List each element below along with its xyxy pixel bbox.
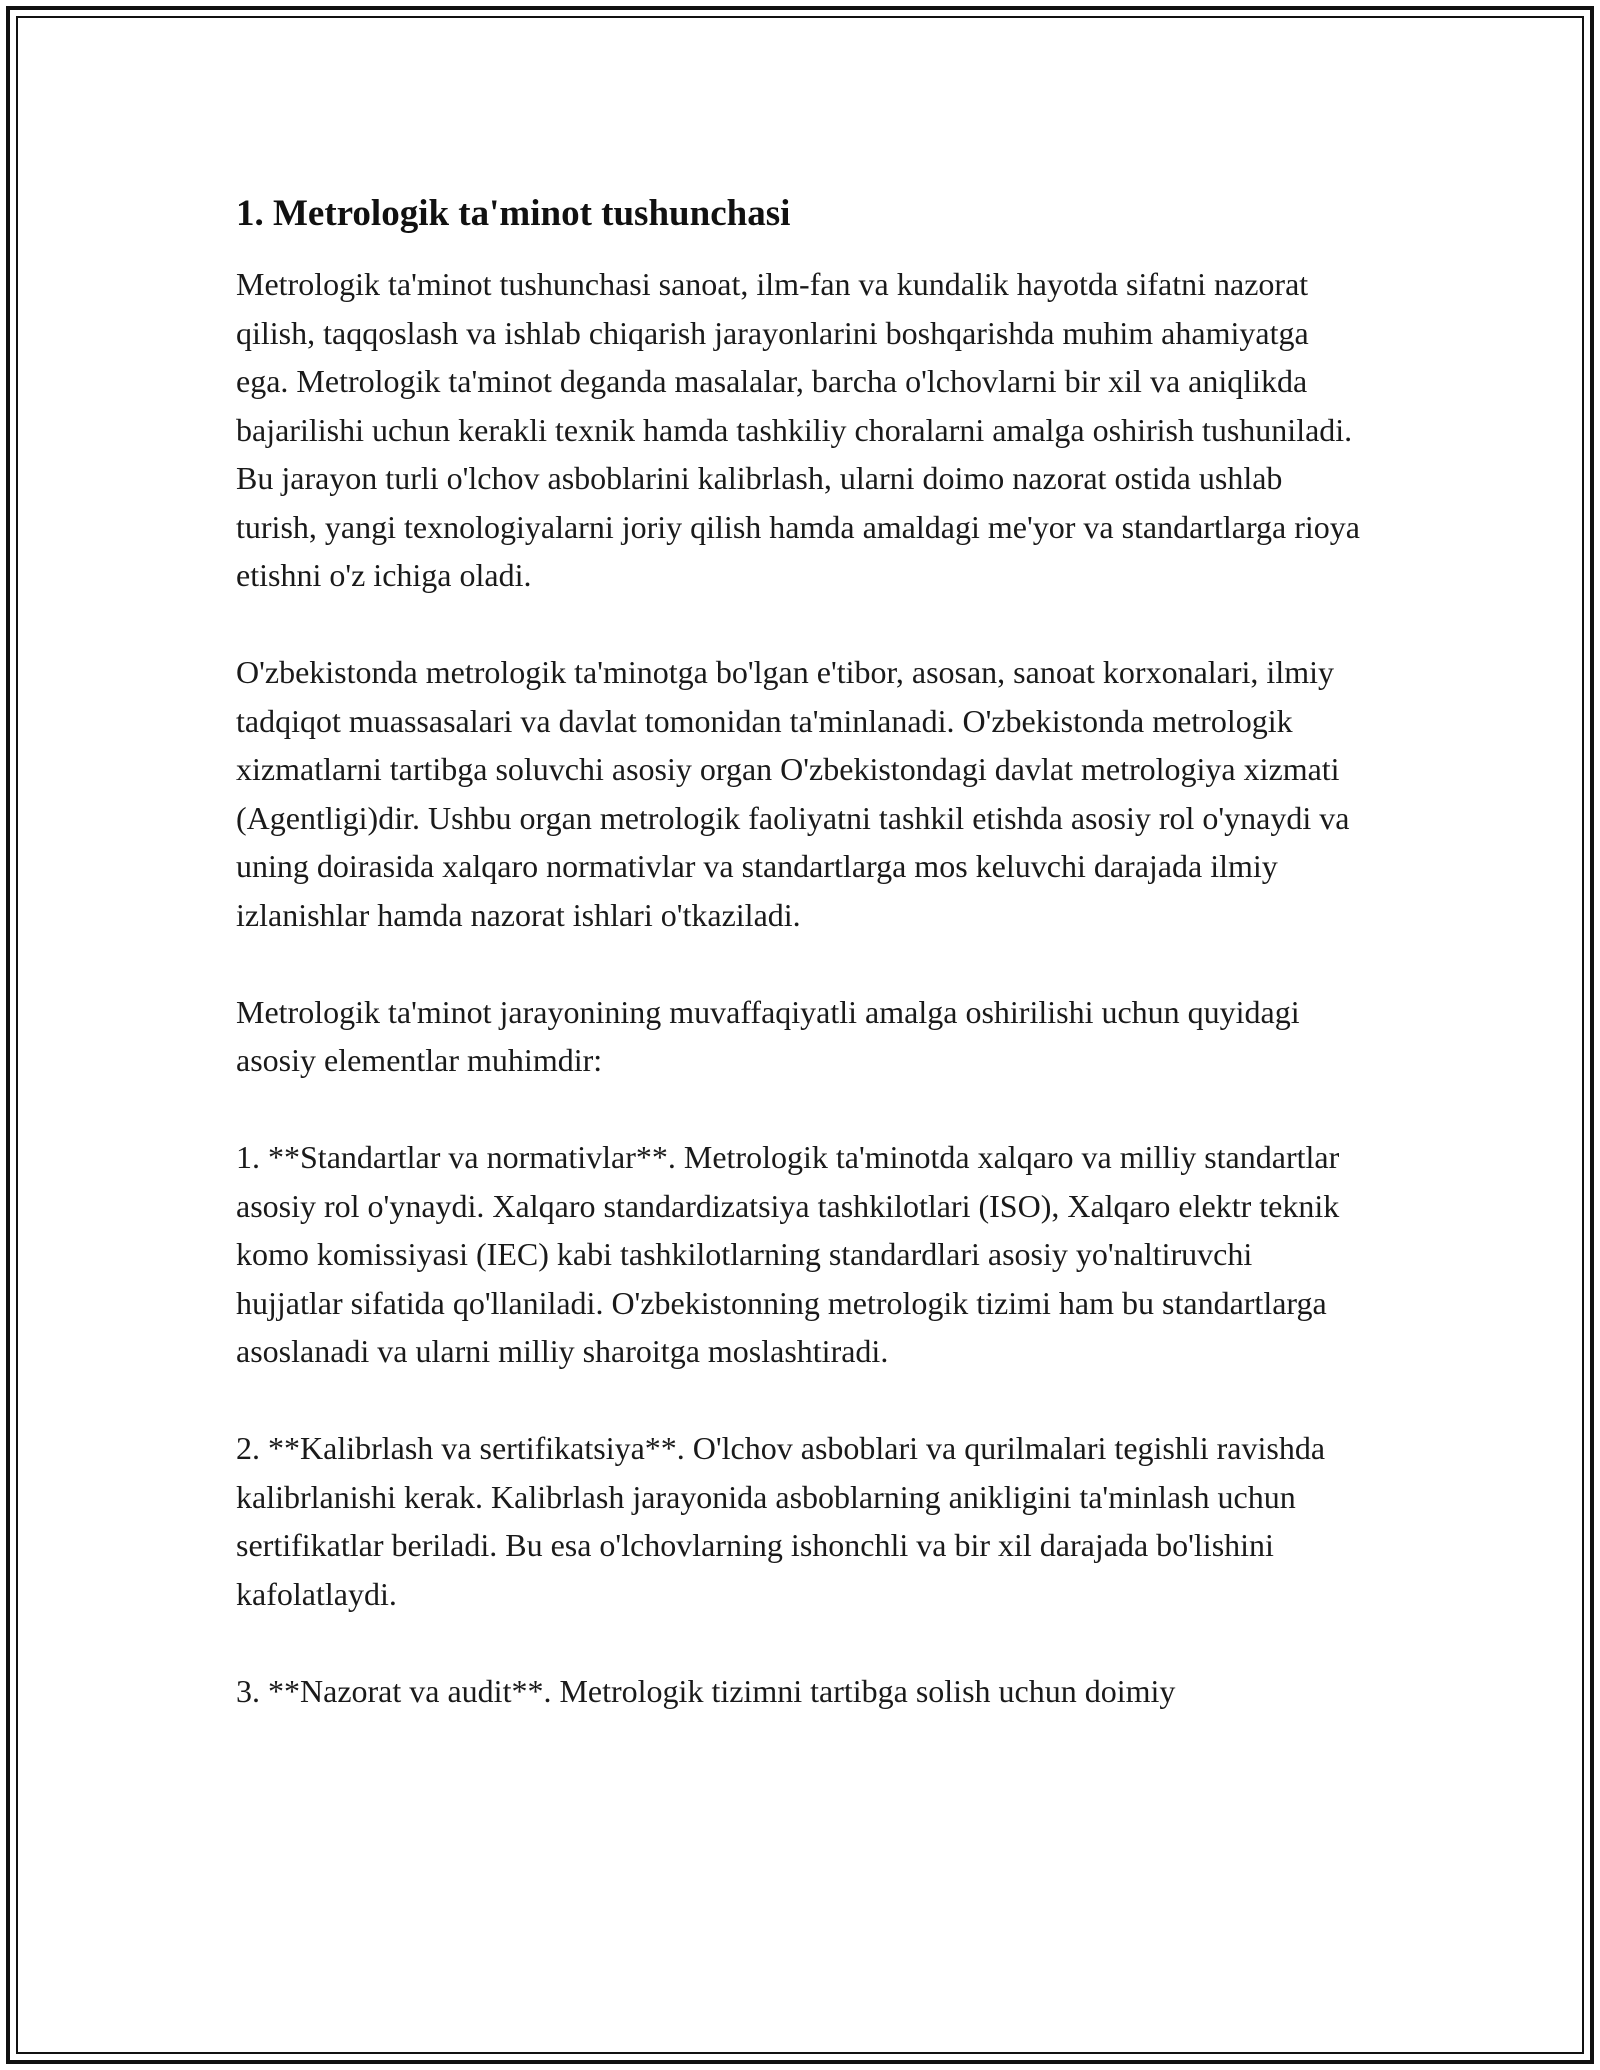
section-heading: 1. Metrologik ta'minot tushunchasi [236,193,791,234]
document-body [236,188,1366,1764]
paragraph-item-standards: 1. **Standartlar va normativlar**. Metrologik ta'minotda xalqaro va milliy standartlar asosiy rol o'ynaydi. Xalqaro standardizatsiya tashkilotlari (ISO), Xalqaro elektr teknik komo komissiyasi (IEC) kabi tashkilotlarning standardlari asosiy yo'naltiruvchi hujjatlar sifatida qo'llaniladi. O'zbekistonning metrologik tizimi ham bu standartlarga asoslanadi va ularni milliy sharoitga moslashtiradi. [236,1139,1340,1369]
paragraph-item-control: 3. **Nazorat va audit**. Metrologik tizimni tartibga solish uchun doimiy [236,1672,1176,1709]
paragraph-item-calibration: 2. **Kalibrlash va sertifikatsiya**. O'lchov asboblari va qurilmalari tegishli ravishda kalibrlanishi kerak. Kalibrlash jarayonida asboblarning anikligini ta'minlash uchun sertifikatlar beriladi. Bu esa o'lchovlarning ishonchli va bir xil darajada bo'lishini kafolatlaydi. [236,1430,1326,1612]
paragraph-intro: Metrologik ta'minot tushunchasi sanoat, ilm-fan va kundalik hayotda sifatni nazorat qilish, taqqoslash va ishlab chiqarish jarayonlarini boshqarishda muhim ahamiyatga ega. Metrologik ta'minot deganda masalalar, barcha o'lchovlarni bir xil va aniqlikda bajarilishi uchun kerakli texnik hamda tashkiliy choralarni amalga oshirish tushuniladi. Bu jarayon turli o'lchov asboblarini kalibrlash, ularni doimo nazorat ostida ushlab turish, yangi texnologiyalarni joriy qilish hamda amaldagi me'yor va standartlarga rioya etishni o'z ichiga oladi. [236,266,1360,593]
paragraph-elements-lead: Metrologik ta'minot jarayonining muvaffaqiyatli amalga oshirilishi uchun quyidagi asosiy elementlar muhimdir: [236,993,1300,1078]
paragraph-uzbekistan: O'zbekistonda metrologik ta'minotga bo'lgan e'tibor, asosan, sanoat korxonalari, ilmiy tadqiqot muassasalari va davlat tomonidan ta'minlanadi. O'zbekistonda metrologik xizmatlarni tartibga soluvchi asosiy organ O'zbekistondagi davlat metrologiya xizmati (Agentligi)dir. Ushbu organ metrologik faoliyatni tashkil etishda asosiy rol o'ynaydi va uning doirasida xalqaro normativlar va standartlarga mos keluvchi darajada ilmiy izlanishlar hamda nazorat ishlari o'tkaziladi. [236,654,1350,933]
